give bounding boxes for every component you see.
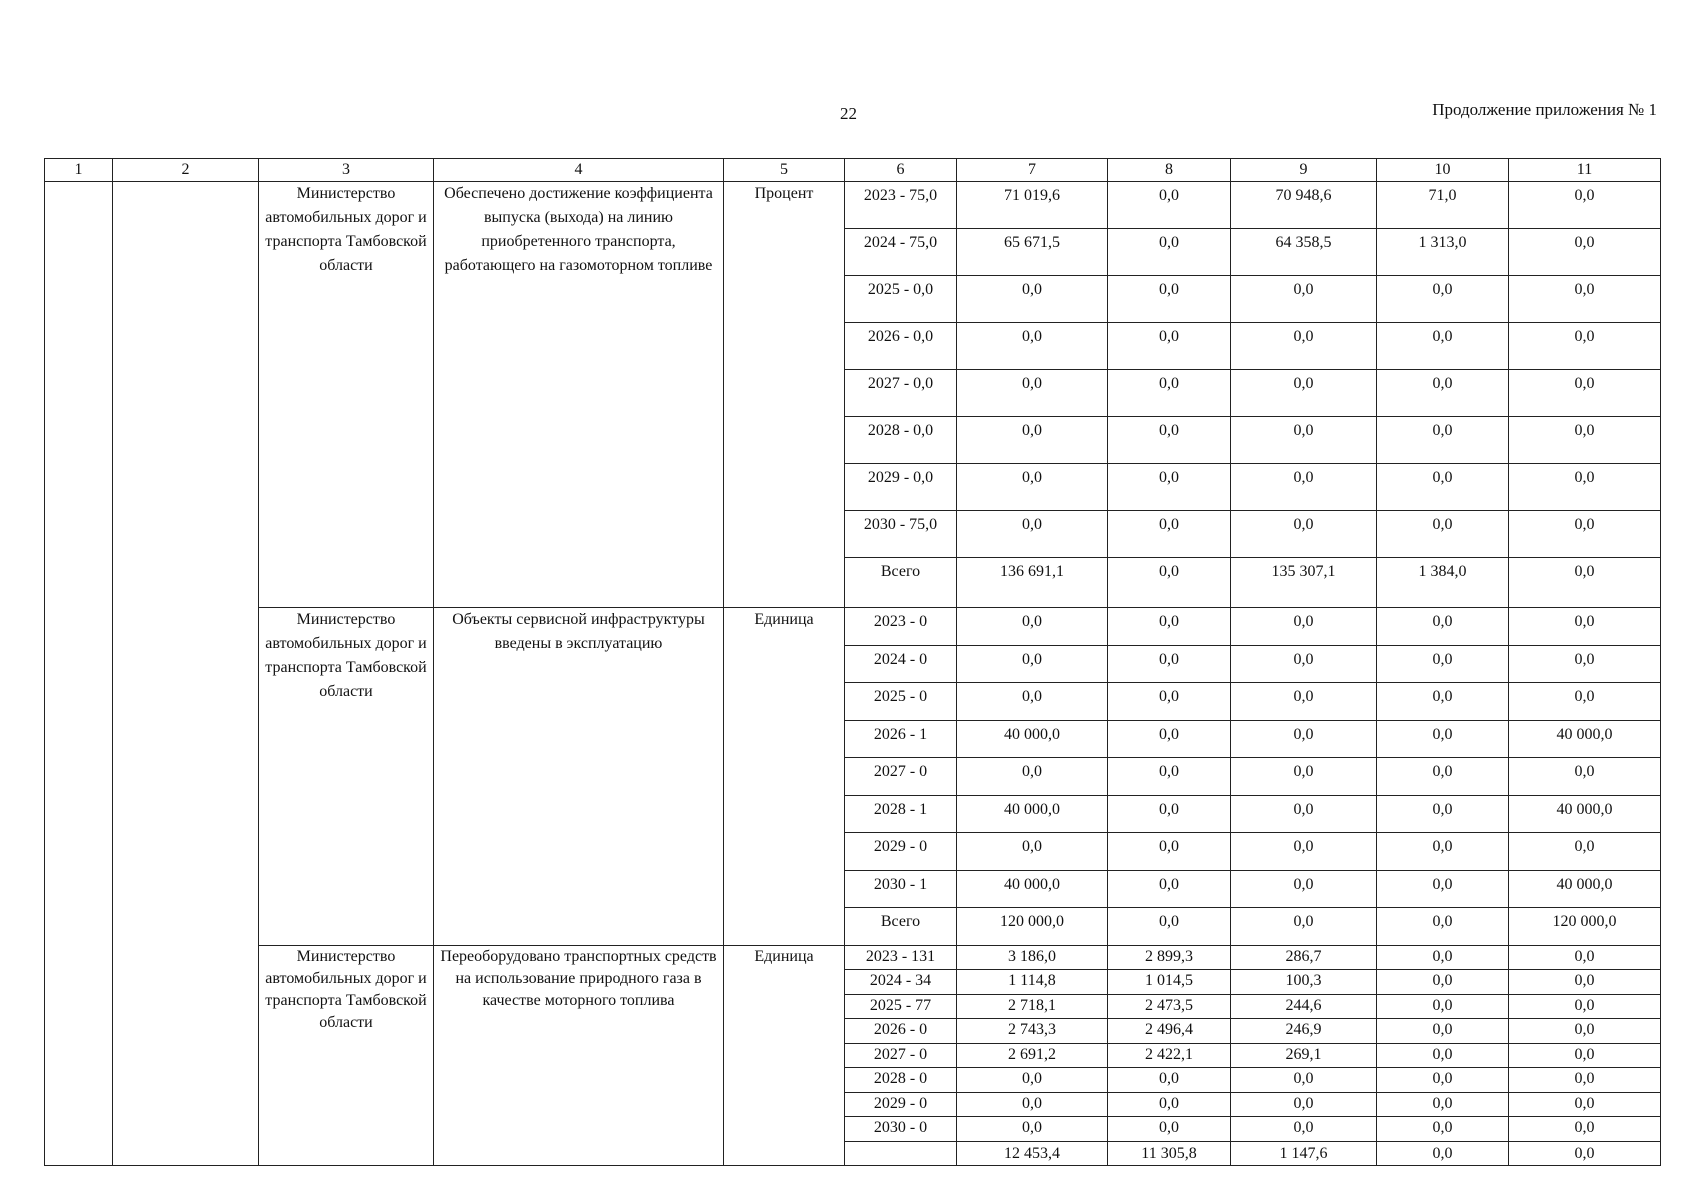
extra-budget-cell: 0,0 [1509, 1019, 1661, 1044]
year-value-cell: 2028 - 0 [845, 1068, 957, 1093]
total-cell: 0,0 [957, 276, 1108, 323]
federal-budget-cell: 0,0 [1108, 1117, 1231, 1142]
column-number-cell: 2 [113, 159, 259, 182]
federal-budget-cell: 0,0 [1108, 417, 1231, 464]
regional-budget-cell: 0,0 [1231, 276, 1377, 323]
federal-budget-cell: 0,0 [1108, 182, 1231, 229]
regional-budget-cell: 0,0 [1231, 323, 1377, 370]
column-number-cell: 11 [1509, 159, 1661, 182]
executor-cell: Министерство автомобильных дорог и транспорта Тамбовской области [259, 945, 434, 1166]
extra-budget-cell: 40 000,0 [1509, 720, 1661, 758]
local-budget-cell: 0,0 [1377, 608, 1509, 646]
regional-budget-cell: 286,7 [1231, 945, 1377, 970]
year-value-cell: 2023 - 75,0 [845, 182, 957, 229]
year-value-cell: 2028 - 0,0 [845, 417, 957, 464]
year-value-cell: 2030 - 1 [845, 870, 957, 908]
year-value-cell: Всего [845, 558, 957, 608]
extra-budget-cell: 0,0 [1509, 758, 1661, 796]
federal-budget-cell: 0,0 [1108, 795, 1231, 833]
extra-budget-cell: 0,0 [1509, 182, 1661, 229]
local-budget-cell: 0,0 [1377, 758, 1509, 796]
extra-budget-cell: 0,0 [1509, 464, 1661, 511]
federal-budget-cell: 0,0 [1108, 370, 1231, 417]
year-value-cell: 2026 - 1 [845, 720, 957, 758]
total-cell: 12 453,4 [957, 1141, 1108, 1166]
year-value-cell: 2027 - 0 [845, 1043, 957, 1068]
local-budget-cell: 0,0 [1377, 276, 1509, 323]
federal-budget-cell: 0,0 [1108, 323, 1231, 370]
local-budget-cell: 71,0 [1377, 182, 1509, 229]
executor-cell: Министерство автомобильных дорог и транспорта Тамбовской области [259, 182, 434, 608]
local-budget-cell: 0,0 [1377, 870, 1509, 908]
regional-budget-cell: 0,0 [1231, 720, 1377, 758]
extra-budget-cell: 0,0 [1509, 833, 1661, 871]
total-cell: 0,0 [957, 511, 1108, 558]
column-number-cell: 10 [1377, 159, 1509, 182]
column-number-cell: 7 [957, 159, 1108, 182]
year-value-cell: 2023 - 0 [845, 608, 957, 646]
federal-budget-cell: 0,0 [1108, 683, 1231, 721]
appendix-continuation-note: Продолжение приложения № 1 [1432, 100, 1657, 119]
total-cell: 0,0 [957, 370, 1108, 417]
local-budget-cell: 0,0 [1377, 645, 1509, 683]
local-budget-cell: 0,0 [1377, 908, 1509, 946]
column-number-cell: 5 [724, 159, 845, 182]
regional-budget-cell: 70 948,6 [1231, 182, 1377, 229]
year-value-cell: Всего [845, 908, 957, 946]
data-table [44, 158, 1661, 1166]
total-cell: 3 186,0 [957, 945, 1108, 970]
executor-cell: Министерство автомобильных дорог и транспорта Тамбовской области [259, 608, 434, 946]
year-value-cell: 2028 - 1 [845, 795, 957, 833]
result-cell: Переоборудовано транспортных средств на использование природного газа в качестве моторного топлива [434, 945, 724, 1166]
federal-budget-cell: 2 899,3 [1108, 945, 1231, 970]
extra-budget-cell: 0,0 [1509, 1092, 1661, 1117]
extra-budget-cell: 0,0 [1509, 683, 1661, 721]
year-value-cell: 2026 - 0,0 [845, 323, 957, 370]
column-number-row [45, 159, 1661, 182]
year-value-cell [845, 1141, 957, 1166]
extra-budget-cell: 0,0 [1509, 276, 1661, 323]
page-number: 22 [840, 104, 857, 123]
regional-budget-cell: 0,0 [1231, 1092, 1377, 1117]
extra-budget-cell: 0,0 [1509, 323, 1661, 370]
extra-budget-cell: 0,0 [1509, 1141, 1661, 1166]
unit-cell: Единица [724, 608, 845, 946]
year-value-cell: 2024 - 0 [845, 645, 957, 683]
local-budget-cell: 0,0 [1377, 720, 1509, 758]
regional-budget-cell: 0,0 [1231, 833, 1377, 871]
federal-budget-cell: 0,0 [1108, 908, 1231, 946]
extra-budget-cell: 40 000,0 [1509, 870, 1661, 908]
extra-budget-cell: 0,0 [1509, 945, 1661, 970]
total-cell: 0,0 [957, 1068, 1108, 1093]
regional-budget-cell: 0,0 [1231, 464, 1377, 511]
federal-budget-cell: 2 473,5 [1108, 994, 1231, 1019]
federal-budget-cell: 0,0 [1108, 464, 1231, 511]
local-budget-cell: 0,0 [1377, 370, 1509, 417]
extra-budget-cell: 0,0 [1509, 1043, 1661, 1068]
local-budget-cell: 0,0 [1377, 1141, 1509, 1166]
total-cell: 0,0 [957, 758, 1108, 796]
regional-budget-cell: 246,9 [1231, 1019, 1377, 1044]
regional-budget-cell: 0,0 [1231, 645, 1377, 683]
federal-budget-cell: 0,0 [1108, 558, 1231, 608]
local-budget-cell: 0,0 [1377, 1068, 1509, 1093]
federal-budget-cell: 0,0 [1108, 645, 1231, 683]
extra-budget-cell: 0,0 [1509, 608, 1661, 646]
regional-budget-cell: 0,0 [1231, 908, 1377, 946]
extra-budget-cell: 0,0 [1509, 1068, 1661, 1093]
column-number-cell: 9 [1231, 159, 1377, 182]
local-budget-cell: 0,0 [1377, 1117, 1509, 1142]
year-value-cell: 2026 - 0 [845, 1019, 957, 1044]
federal-budget-cell: 0,0 [1108, 758, 1231, 796]
extra-budget-cell: 0,0 [1509, 511, 1661, 558]
total-cell: 0,0 [957, 1092, 1108, 1117]
extra-budget-cell: 0,0 [1509, 645, 1661, 683]
regional-budget-cell: 269,1 [1231, 1043, 1377, 1068]
local-budget-cell: 0,0 [1377, 323, 1509, 370]
local-budget-cell: 0,0 [1377, 464, 1509, 511]
total-cell: 0,0 [957, 1117, 1108, 1142]
empty-cell [45, 182, 113, 1166]
table-row [45, 608, 1661, 646]
unit-cell: Процент [724, 182, 845, 608]
total-cell: 1 114,8 [957, 970, 1108, 995]
column-number-cell: 1 [45, 159, 113, 182]
total-cell: 71 019,6 [957, 182, 1108, 229]
result-cell: Объекты сервисной инфраструктуры введены в эксплуатацию [434, 608, 724, 946]
total-cell: 0,0 [957, 833, 1108, 871]
local-budget-cell: 0,0 [1377, 970, 1509, 995]
local-budget-cell: 0,0 [1377, 795, 1509, 833]
local-budget-cell: 0,0 [1377, 994, 1509, 1019]
total-cell: 0,0 [957, 683, 1108, 721]
total-cell: 65 671,5 [957, 229, 1108, 276]
year-value-cell: 2027 - 0,0 [845, 370, 957, 417]
extra-budget-cell: 0,0 [1509, 1117, 1661, 1142]
extra-budget-cell: 0,0 [1509, 417, 1661, 464]
local-budget-cell: 0,0 [1377, 945, 1509, 970]
local-budget-cell: 0,0 [1377, 417, 1509, 464]
year-value-cell: 2024 - 34 [845, 970, 957, 995]
federal-budget-cell: 0,0 [1108, 511, 1231, 558]
empty-cell [113, 182, 259, 1166]
regional-budget-cell: 64 358,5 [1231, 229, 1377, 276]
local-budget-cell: 0,0 [1377, 1019, 1509, 1044]
federal-budget-cell: 0,0 [1108, 1068, 1231, 1093]
extra-budget-cell: 120 000,0 [1509, 908, 1661, 946]
federal-budget-cell: 11 305,8 [1108, 1141, 1231, 1166]
regional-budget-cell: 0,0 [1231, 511, 1377, 558]
local-budget-cell: 1 313,0 [1377, 229, 1509, 276]
year-value-cell: 2023 - 131 [845, 945, 957, 970]
table-row [45, 182, 1661, 229]
local-budget-cell: 0,0 [1377, 511, 1509, 558]
regional-budget-cell: 0,0 [1231, 370, 1377, 417]
federal-budget-cell: 0,0 [1108, 229, 1231, 276]
year-value-cell: 2025 - 77 [845, 994, 957, 1019]
federal-budget-cell: 0,0 [1108, 870, 1231, 908]
federal-budget-cell: 0,0 [1108, 833, 1231, 871]
total-cell: 120 000,0 [957, 908, 1108, 946]
year-value-cell: 2030 - 0 [845, 1117, 957, 1142]
regional-budget-cell: 100,3 [1231, 970, 1377, 995]
total-cell: 40 000,0 [957, 795, 1108, 833]
federal-budget-cell: 2 496,4 [1108, 1019, 1231, 1044]
total-cell: 2 691,2 [957, 1043, 1108, 1068]
extra-budget-cell: 40 000,0 [1509, 795, 1661, 833]
total-cell: 0,0 [957, 608, 1108, 646]
regional-budget-cell: 0,0 [1231, 417, 1377, 464]
local-budget-cell: 0,0 [1377, 1043, 1509, 1068]
regional-budget-cell: 135 307,1 [1231, 558, 1377, 608]
federal-budget-cell: 0,0 [1108, 1092, 1231, 1117]
year-value-cell: 2029 - 0,0 [845, 464, 957, 511]
regional-budget-cell: 0,0 [1231, 1068, 1377, 1093]
total-cell: 0,0 [957, 645, 1108, 683]
total-cell: 2 743,3 [957, 1019, 1108, 1044]
regional-budget-cell: 0,0 [1231, 870, 1377, 908]
total-cell: 0,0 [957, 417, 1108, 464]
total-cell: 2 718,1 [957, 994, 1108, 1019]
year-value-cell: 2025 - 0,0 [845, 276, 957, 323]
regional-budget-cell: 1 147,6 [1231, 1141, 1377, 1166]
year-value-cell: 2029 - 0 [845, 833, 957, 871]
regional-budget-cell: 0,0 [1231, 795, 1377, 833]
total-cell: 0,0 [957, 464, 1108, 511]
local-budget-cell: 0,0 [1377, 833, 1509, 871]
year-value-cell: 2027 - 0 [845, 758, 957, 796]
regional-budget-cell: 0,0 [1231, 1117, 1377, 1142]
federal-budget-cell: 0,0 [1108, 608, 1231, 646]
regional-budget-cell: 0,0 [1231, 608, 1377, 646]
regional-budget-cell: 0,0 [1231, 683, 1377, 721]
federal-budget-cell: 0,0 [1108, 276, 1231, 323]
year-value-cell: 2024 - 75,0 [845, 229, 957, 276]
table-row [45, 945, 1661, 970]
local-budget-cell: 1 384,0 [1377, 558, 1509, 608]
extra-budget-cell: 0,0 [1509, 558, 1661, 608]
total-cell: 40 000,0 [957, 720, 1108, 758]
total-cell: 0,0 [957, 323, 1108, 370]
result-cell: Обеспечено достижение коэффициента выпуска (выхода) на линию приобретенного транспорта, работающего на газомоторном топливе [434, 182, 724, 608]
federal-budget-cell: 0,0 [1108, 720, 1231, 758]
year-value-cell: 2029 - 0 [845, 1092, 957, 1117]
extra-budget-cell: 0,0 [1509, 970, 1661, 995]
regional-budget-cell: 0,0 [1231, 758, 1377, 796]
column-number-cell: 4 [434, 159, 724, 182]
total-cell: 136 691,1 [957, 558, 1108, 608]
extra-budget-cell: 0,0 [1509, 229, 1661, 276]
year-value-cell: 2030 - 75,0 [845, 511, 957, 558]
total-cell: 40 000,0 [957, 870, 1108, 908]
local-budget-cell: 0,0 [1377, 683, 1509, 721]
column-number-cell: 6 [845, 159, 957, 182]
extra-budget-cell: 0,0 [1509, 994, 1661, 1019]
unit-cell: Единица [724, 945, 845, 1166]
local-budget-cell: 0,0 [1377, 1092, 1509, 1117]
year-value-cell: 2025 - 0 [845, 683, 957, 721]
federal-budget-cell: 1 014,5 [1108, 970, 1231, 995]
column-number-cell: 8 [1108, 159, 1231, 182]
column-number-cell: 3 [259, 159, 434, 182]
regional-budget-cell: 244,6 [1231, 994, 1377, 1019]
extra-budget-cell: 0,0 [1509, 370, 1661, 417]
federal-budget-cell: 2 422,1 [1108, 1043, 1231, 1068]
